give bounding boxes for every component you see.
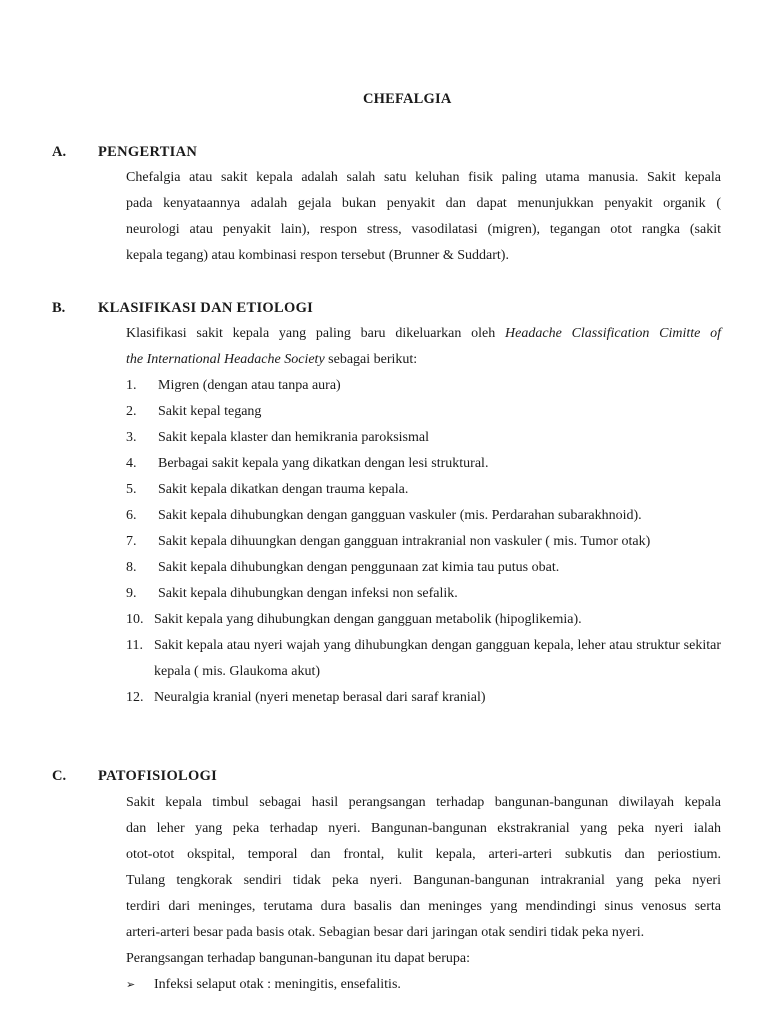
intro-italic-2: the International Headache Society bbox=[126, 352, 325, 367]
section-b-letter: B. bbox=[52, 300, 66, 316]
paragraph-line: Chefalgia atau sakit kepala adalah salah satu keluhan fisik paling utama manusia. Sakit kepala bbox=[126, 170, 721, 185]
list-item: 7. Sakit kepala dihuungkan dengan gangguan intrakranial non vaskuler ( mis. Tumor otak) bbox=[126, 534, 651, 549]
list-item: 3. Sakit kepala klaster dan hemikrania paroksismal bbox=[126, 430, 429, 445]
document-title: CHEFALGIA bbox=[363, 91, 452, 107]
section-a-title: PENGERTIAN bbox=[98, 144, 198, 160]
paragraph-line: neurologi atau penyakit lain), respon stress, vasodilatasi (migren), tegangan otot rangka (sakit bbox=[126, 222, 721, 237]
list-item: 12. Neuralgia kranial (nyeri menetap berasal dari saraf kranial) bbox=[126, 690, 486, 705]
paragraph-line: pada kenyataannya adalah gejala bukan penyakit dan dapat menunjukkan penyakit organik ( bbox=[126, 196, 721, 211]
paragraph-line: otot-otot okspital, temporal dan frontal, kulit kepala, arteri-arteri subkutis dan periostium. bbox=[126, 847, 721, 862]
arrow-bullet-icon: ➢ bbox=[126, 979, 136, 991]
list-item: 10. Sakit kepala yang dihubungkan dengan gangguan metabolik (hipoglikemia). bbox=[126, 612, 582, 627]
paragraph-line: kepala tegang) atau kombinasi respon tersebut (Brunner & Suddart). bbox=[126, 248, 509, 263]
paragraph-line: arteri-arteri besar pada basis otak. Sebagian besar dari jaringan otak sendiri tidak peka nyeri. bbox=[126, 925, 645, 940]
intro-line-2: the International Headache Society sebagai berikut: bbox=[126, 352, 418, 367]
bullet-item bbox=[126, 972, 721, 998]
section-a-letter: A. bbox=[52, 144, 67, 160]
paragraph-line: dan leher yang peka terhadap nyeri. Bangunan-bangunan ekstrakranial yang peka nyeri ialah bbox=[126, 821, 721, 836]
list-item: 5. Sakit kepala dikatkan dengan trauma kepala. bbox=[126, 482, 409, 497]
section-b-intro bbox=[126, 321, 721, 373]
intro-italic-1: Headache Classification Cimitte of bbox=[505, 326, 721, 341]
section-c-paragraph bbox=[126, 790, 721, 972]
list-item: 6. Sakit kepala dihubungkan dengan gangguan vaskuler (mis. Perdarahan subarakhnoid). bbox=[126, 508, 642, 523]
section-c-title: PATOFISIOLOGI bbox=[98, 768, 218, 784]
bullet-text: Infeksi selaput otak : meningitis, ensefalitis. bbox=[154, 977, 401, 992]
intro-line-1: Klasifikasi sakit kepala yang paling baru dikeluarkan oleh Headache Classification Cimitte of bbox=[126, 326, 721, 341]
list-item: 11. Sakit kepala atau nyeri wajah yang dihubungkan dengan gangguan kepala, leher atau struktur sekitar kepala ( mis. Glaukoma akut) bbox=[126, 638, 721, 679]
list-item: 9. Sakit kepala dihubungkan dengan infeksi non sefalik. bbox=[126, 586, 458, 601]
section-b-title: KLASIFIKASI DAN ETIOLOGI bbox=[98, 300, 314, 316]
paragraph-line: terdiri dari meninges, terutama dura basalis dan meninges yang mendindingi sinus venosus serta bbox=[126, 899, 721, 914]
section-c-letter: C. bbox=[52, 768, 67, 784]
list-item: 2. Sakit kepal tegang bbox=[126, 404, 262, 419]
list-item: 1. Migren (dengan atau tanpa aura) bbox=[126, 378, 341, 393]
section-a-paragraph bbox=[126, 165, 721, 269]
paragraph-line: Tulang tengkorak sendiri tidak peka nyeri. Bangunan-bangunan intrakranial yang peka nyeri bbox=[126, 873, 721, 888]
paragraph-line: Perangsangan terhadap bangunan-bangunan itu dapat berupa: bbox=[126, 951, 471, 966]
classification-list bbox=[126, 373, 721, 711]
paragraph-line: Sakit kepala timbul sebagai hasil perangsangan terhadap bangunan-bangunan diwilayah kepala bbox=[126, 795, 721, 810]
list-item: 8. Sakit kepala dihubungkan dengan penggunaan zat kimia tau putus obat. bbox=[126, 560, 560, 575]
list-item: 4. Berbagai sakit kepala yang dikatkan dengan lesi struktural. bbox=[126, 456, 489, 471]
